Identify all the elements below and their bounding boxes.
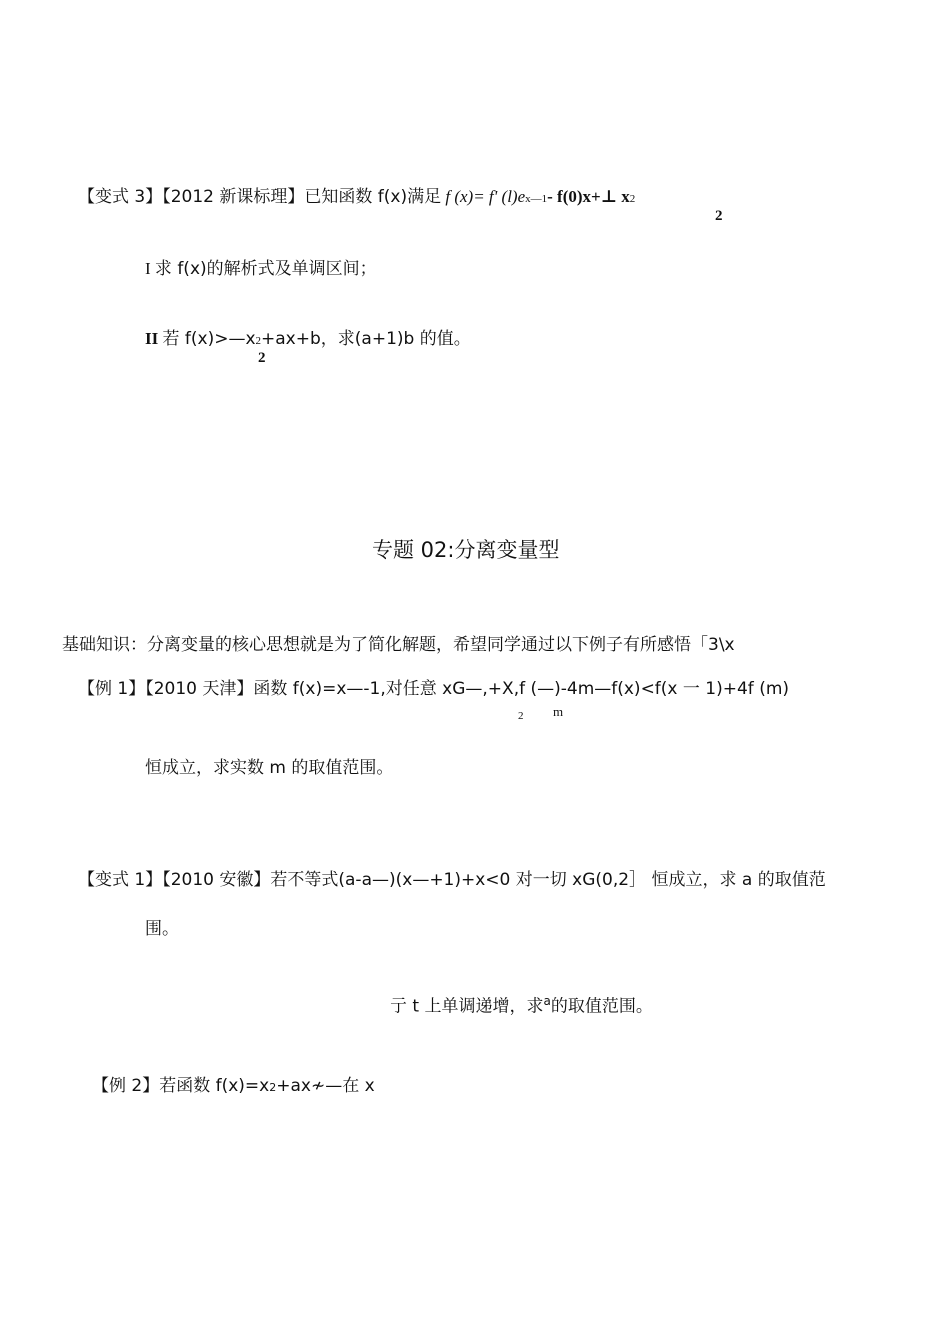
part1-text: 求 f(x)的解析式及单调区间； xyxy=(154,259,377,279)
example1-continuation: 恒成立，求实数 m 的取值范围。 xyxy=(145,758,394,778)
variant3-denominator: 2 xyxy=(715,208,723,224)
variant1-line: 【变式 1】【2010 安徽】若不等式(a-a—)(x—+1)+x<0 对一切 xG(0,2］ 恒成立，求 a 的取值范 xyxy=(78,870,826,890)
part2-text-a: 若 f(x)>—x xyxy=(162,329,256,349)
basics-tail: 「3\x xyxy=(691,635,735,655)
part2-line xyxy=(145,328,471,352)
part2-text-b: +ax+b，求(a+1)b 的值。 xyxy=(261,329,471,349)
fragment-post: 的取值范围。 xyxy=(550,996,653,1017)
example2-line xyxy=(92,1075,375,1099)
fragment-sup: a xyxy=(543,994,551,1008)
part2-square: 2 xyxy=(255,335,262,347)
basics-text: 基础知识：分离变量的核心思想就是为了简化解题，希望同学通过以下例子有所感悟 xyxy=(62,635,691,655)
part2-roman: II xyxy=(145,329,159,348)
fragment-pre: 亍 t 上单调递增，求 xyxy=(390,996,544,1017)
variant3-label: 【变式 3】【2012 新课标理】已知函数 f(x)满足 xyxy=(78,187,442,207)
example2-text-b: +ax≁—在 x xyxy=(276,1076,375,1096)
section-title: 专题 02:分离变量型 xyxy=(372,538,560,562)
example1-sub-m: m xyxy=(553,704,564,719)
part1-roman: I xyxy=(145,259,151,278)
fragment-line xyxy=(390,990,653,1018)
variant3-line xyxy=(78,186,635,210)
basics-line xyxy=(62,634,735,656)
variant3-formula-b: - f(0)x+⊥ x xyxy=(547,187,630,206)
example2-text: 【例 2】若函数 f(x)=x xyxy=(92,1076,270,1096)
variant1-continuation: 围。 xyxy=(145,919,179,939)
variant3-exponent: x—1 xyxy=(525,193,548,205)
example2-square: 2 xyxy=(269,1081,277,1094)
part1-line xyxy=(145,258,377,280)
example1-sub-2: 2 xyxy=(518,710,524,722)
variant3-formula-a: f (x)= f' (l)e xyxy=(445,187,526,206)
example1-line: 【例 1】【2010 天津】函数 f(x)=x—-1,对任意 xG—,+X,f (—)-4m—f(x)<f(x 一 1)+4f (m) xyxy=(78,679,790,699)
variant3-square: 2 xyxy=(629,193,636,205)
part2-denominator: 2 xyxy=(258,350,266,366)
